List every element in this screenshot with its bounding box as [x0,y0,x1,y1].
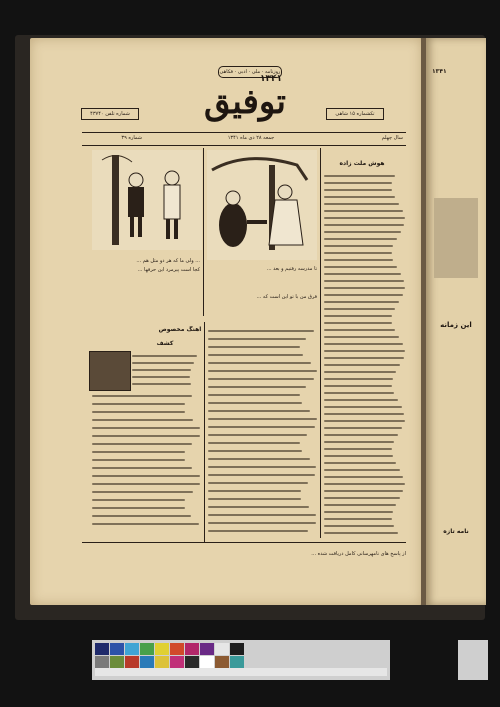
text-line [92,515,191,517]
text-line [208,354,303,356]
text-line [324,238,397,240]
text-line [324,252,392,254]
text-line [208,482,308,484]
text-line [324,483,405,485]
text-line [324,399,398,401]
color-swatch [185,643,199,655]
cartoon-left-caption-1: ... ولی ما که هر دو مثل هم ... [136,258,200,264]
scale-bar [95,668,387,676]
text-line [92,435,200,437]
engraving-illustration [89,351,131,391]
column-divider-1 [203,148,204,316]
text-line [324,525,394,527]
text-line [324,518,392,520]
masthead-title: توفیق [204,82,286,122]
text-line [92,411,185,413]
text-line [208,522,316,524]
text-line [92,491,193,493]
text-line [208,530,308,532]
text-line [208,330,314,332]
text-line [208,490,301,492]
color-swatch [95,643,109,655]
text-line [208,514,316,516]
text-line [324,434,398,436]
text-line [208,386,306,388]
color-swatch [200,643,214,655]
color-swatch [170,643,184,655]
text-line [92,451,185,453]
text-line [324,511,393,513]
text-line [324,343,403,345]
cartoon-right-caption-1: تا مدرسه رفتیم و بعد ... [266,266,317,272]
text-line [324,420,405,422]
text-line [324,210,403,212]
text-line [324,224,404,226]
text-line [324,504,396,506]
color-swatch [215,643,229,655]
text-line [324,336,399,338]
text-line [324,322,392,324]
text-line [324,350,405,352]
masthead-issue-year: ۱۳۴۱ [260,74,282,84]
cartoon-right-caption-2: فرق من با تو این است که ... [256,294,317,300]
right-column-title: هوش ملت زاده [339,160,385,167]
text-line [208,434,307,436]
volume-label: سال چهلم [381,135,403,141]
text-line [324,301,399,303]
color-swatch [125,656,139,668]
color-calibration-chart [92,640,390,680]
color-swatch [230,656,244,668]
text-line [208,346,300,348]
text-line [324,441,394,443]
text-line [324,532,398,534]
text-line [208,418,317,420]
text-line [208,362,311,364]
facing-page-heading: این زمانه [440,321,472,329]
text-line [132,383,191,385]
text-line [132,355,197,357]
facing-page-illustration [434,198,478,278]
cartoon-left-caption-2: کجا است پیرمرد این حرفها ... [137,267,200,273]
color-swatch [140,656,154,668]
text-line [92,475,200,477]
text-line [92,395,192,397]
engraving-title: کشف [156,340,174,347]
text-line [324,364,400,366]
text-line [208,402,302,404]
text-line [324,287,405,289]
text-line [324,406,402,408]
header-rule-bottom [82,145,406,146]
color-swatch [95,656,109,668]
phone-number-box: شماره تلفن ۴۳۷۴۰ [81,108,139,120]
text-line [324,357,404,359]
color-swatch [170,656,184,668]
text-line [324,490,403,492]
color-swatch [215,656,229,668]
column-divider-3 [204,322,205,542]
text-line [208,394,300,396]
text-line [208,498,301,500]
color-calibration-chart-partial [458,640,488,680]
text-line [208,338,306,340]
swatch-row-bottom [95,656,245,668]
text-line [324,385,392,387]
issue-date: جمعه ۲۸ دی ماه ۱۳۴۱ [227,135,275,141]
text-line [324,217,405,219]
text-line [208,450,302,452]
swatch-row-top [95,643,245,655]
text-line [324,196,395,198]
color-swatch [185,656,199,668]
price-box: تکشماره ۱۵ شاهی [326,108,384,120]
cartoon-left [92,150,202,250]
text-line [208,442,300,444]
text-line [324,245,393,247]
text-line [92,419,193,421]
masthead-banner: روزنامه · ملی · ادبی · فکاهی [218,66,282,78]
text-line [324,259,393,261]
text-line [324,266,397,268]
text-line [324,294,403,296]
text-line [324,378,393,380]
text-line [208,474,315,476]
text-line [324,175,395,177]
text-line [92,427,200,429]
text-line [92,507,185,509]
color-swatch [155,656,169,668]
cartoon-right [207,150,317,260]
text-line [324,280,404,282]
text-line [324,448,392,450]
text-line [208,458,310,460]
issue-number: شماره ۳۹ [121,135,142,141]
color-swatch [110,656,124,668]
text-line [92,523,199,525]
text-line [208,506,309,508]
text-line [92,403,185,405]
text-line [324,273,401,275]
color-swatch [110,643,124,655]
text-line [324,182,392,184]
text-line [324,413,404,415]
text-line [132,362,194,364]
color-swatch [125,643,139,655]
color-swatch [155,643,169,655]
text-line [324,462,396,464]
text-line [92,443,192,445]
text-line [324,189,392,191]
color-swatch [140,643,154,655]
text-line [92,467,192,469]
text-line [324,497,400,499]
text-line [324,476,403,478]
text-line [92,483,200,485]
text-line [324,308,395,310]
column-divider-2 [320,148,321,538]
text-line [324,392,394,394]
text-line [208,370,317,372]
text-line [208,378,314,380]
facing-page-subheading: نامه تازه [443,528,469,535]
footer-rule [82,542,406,543]
text-line [324,315,392,317]
text-line [208,426,315,428]
text-line [92,499,185,501]
text-line [208,410,310,412]
text-line [324,469,400,471]
text-line [132,369,191,371]
facing-page-year: ۱۳۴۱ [432,68,447,75]
text-line [324,371,396,373]
text-line [324,427,402,429]
middle-section-title: آهنگ مخصوص [158,326,202,333]
text-line [208,466,316,468]
text-line [324,329,395,331]
color-swatch [230,643,244,655]
text-line [132,376,190,378]
footer-note: از پاسخ های نامهرسانی کامل دریافت شده ... [311,551,406,557]
text-line [92,459,185,461]
text-line [324,203,399,205]
text-line [324,231,401,233]
color-swatch [200,656,214,668]
text-line [324,455,393,457]
facing-page [426,38,486,605]
